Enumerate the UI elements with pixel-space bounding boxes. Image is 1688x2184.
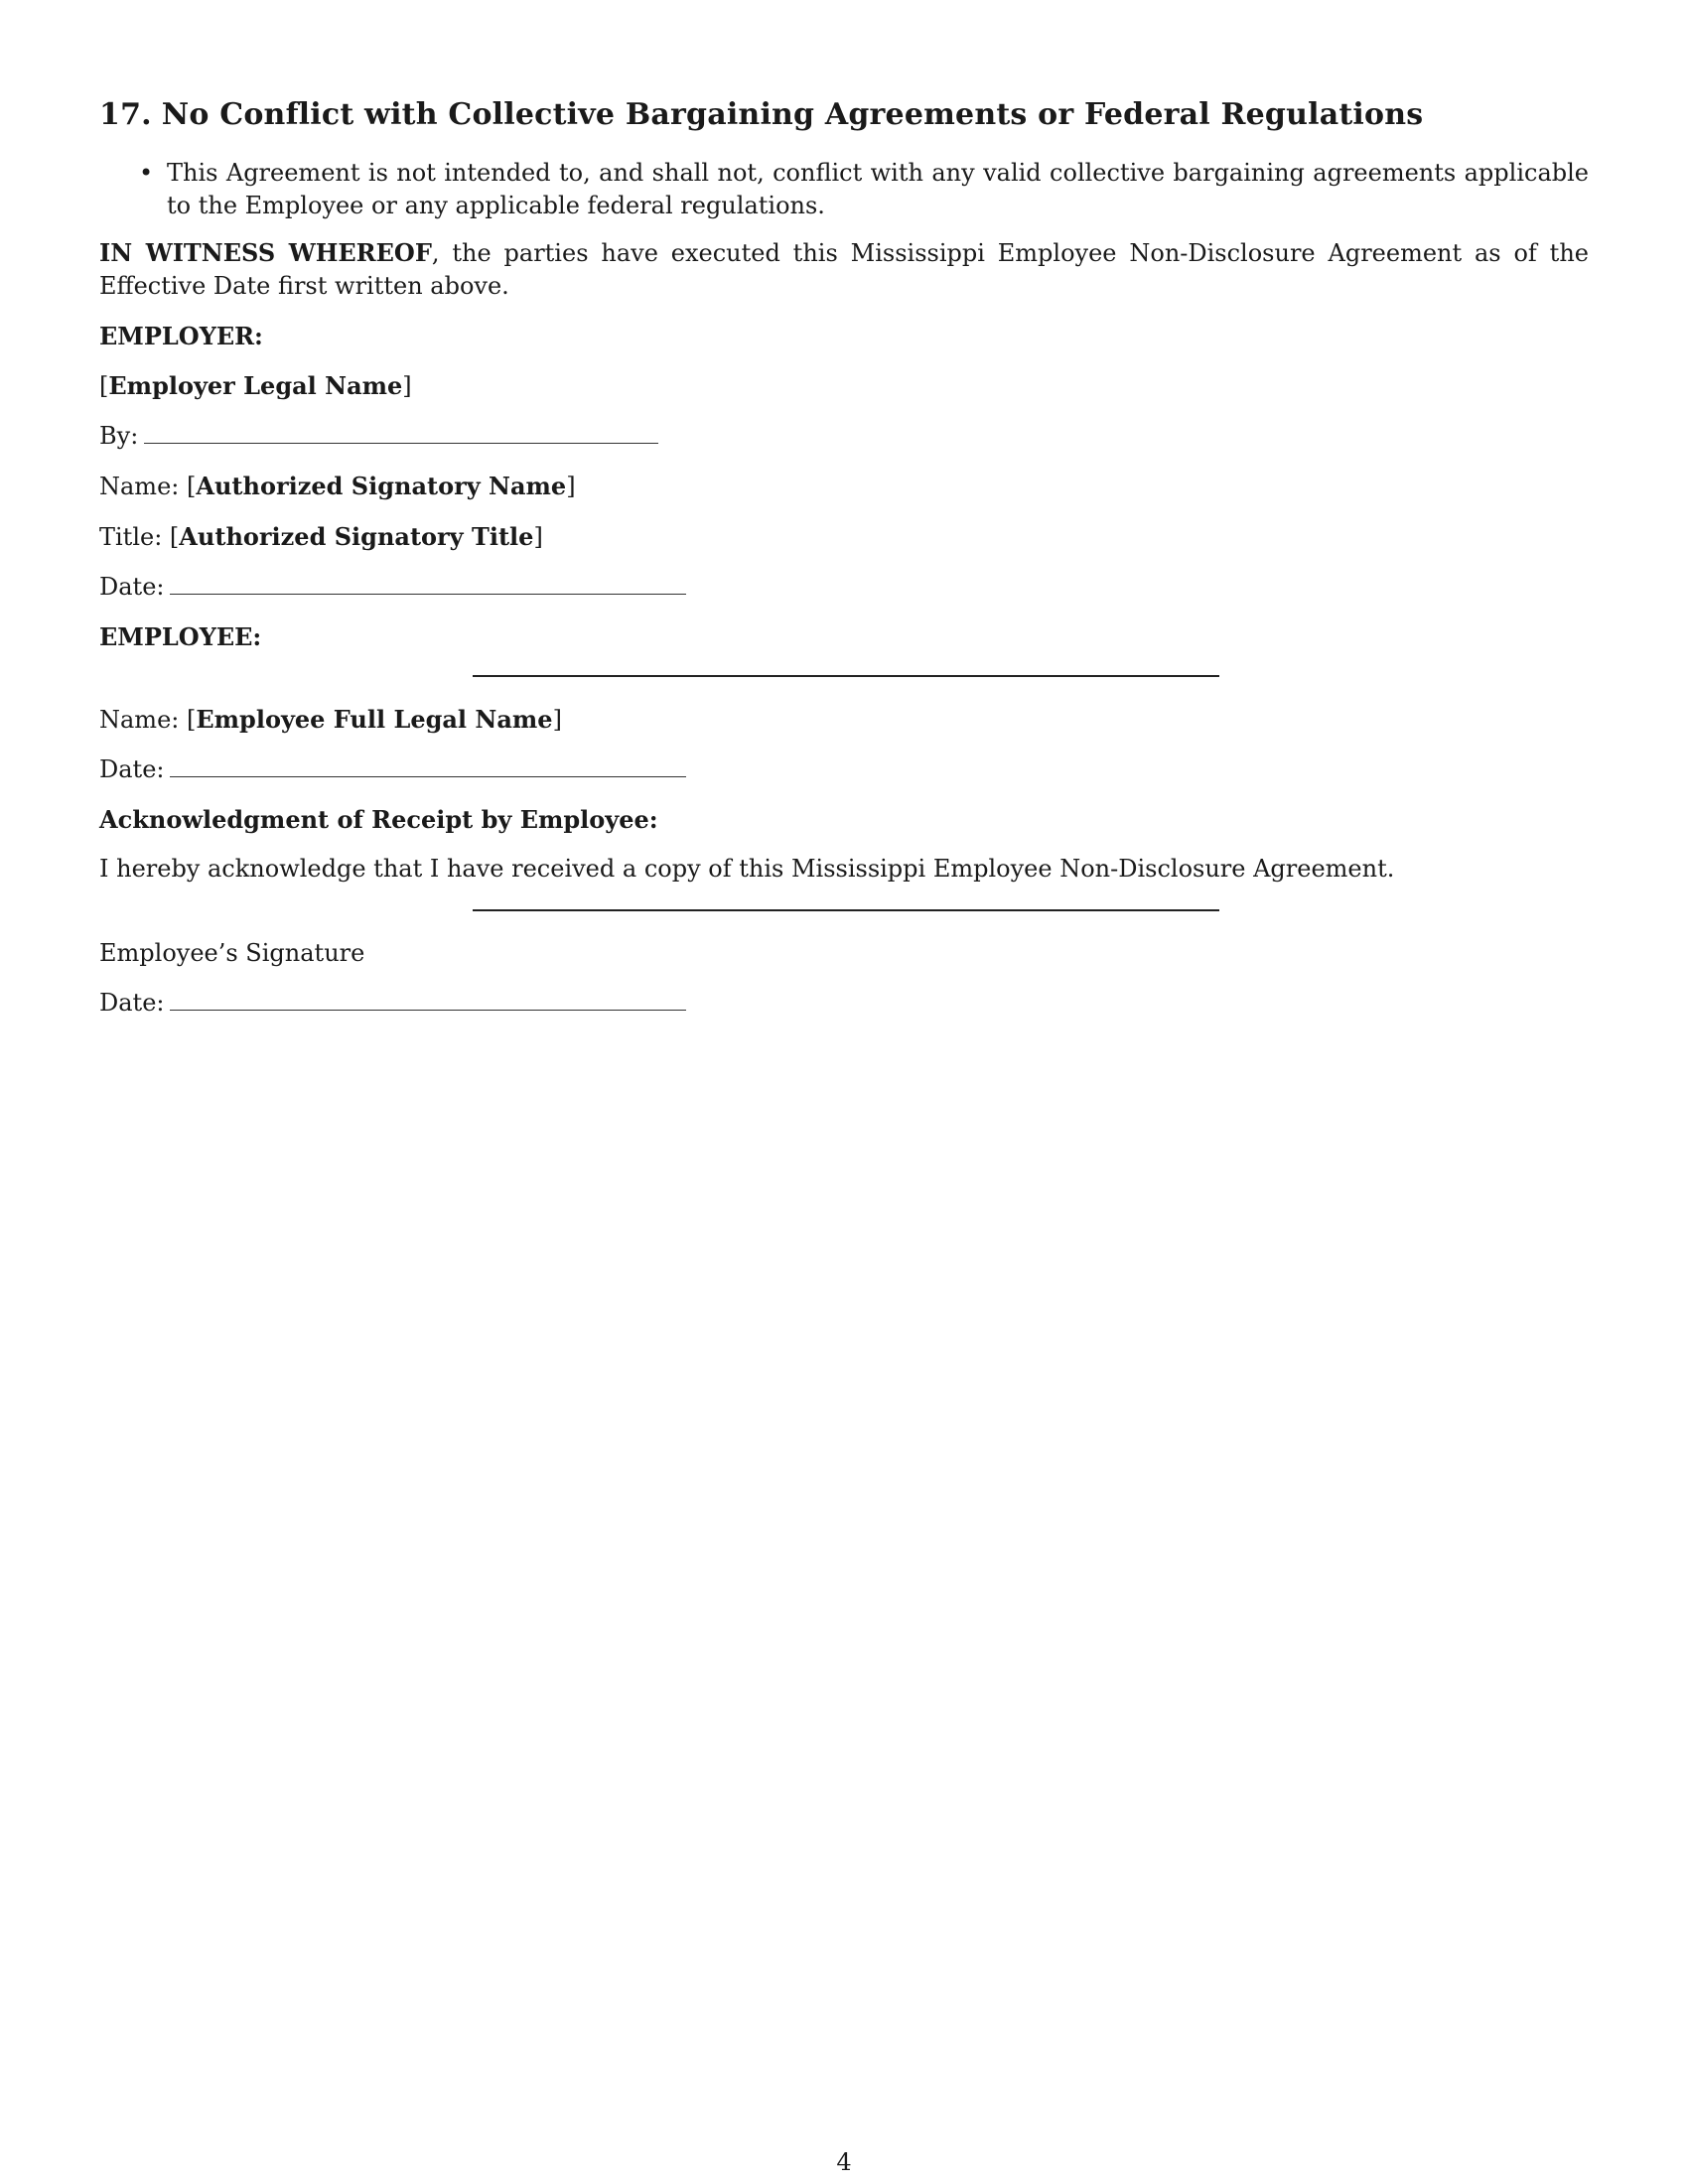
employer-name-label: Name:	[99, 473, 180, 500]
employer-signatory-name: Authorized Signatory Name	[196, 472, 567, 500]
employer-signatory-title: Authorized Signatory Title	[179, 522, 534, 551]
employee-date-line[interactable]	[170, 756, 686, 777]
witness-lead: IN WITNESS WHEREOF	[99, 238, 432, 267]
employer-by-label: By:	[99, 422, 139, 450]
employee-name-label: Name:	[99, 706, 180, 734]
employee-date-row	[99, 753, 1589, 786]
employer-date-line[interactable]	[170, 574, 686, 595]
acknowledgment-date-label: Date:	[99, 989, 165, 1017]
witness-paragraph	[99, 236, 1589, 303]
acknowledgment-date-line[interactable]	[170, 990, 686, 1011]
employee-name-row: Name: [Employee Full Legal Name]	[99, 705, 562, 734]
witness-text: , the parties have executed this Mississippi Employee Non-Disclosure Agreement as of the Effective Date first written above.	[99, 239, 1589, 300]
page-number: 4	[836, 2148, 852, 2176]
employer-signature-line[interactable]	[144, 423, 658, 444]
employer-date-row	[99, 571, 1589, 604]
employer-heading: EMPLOYER:	[99, 322, 263, 350]
employer-legal-name: Employer Legal Name	[108, 371, 403, 400]
acknowledgment-signature-line[interactable]	[473, 909, 1219, 911]
employer-title-row: Title: [Authorized Signatory Title]	[99, 522, 543, 551]
section-number: 17.	[99, 97, 152, 132]
employer-date-label: Date:	[99, 573, 165, 601]
employer-by-row	[99, 420, 1589, 453]
employer-title-label: Title:	[99, 523, 163, 551]
document-page	[99, 91, 1589, 1036]
employee-heading: EMPLOYEE:	[99, 622, 262, 651]
list-item	[139, 157, 1589, 222]
employee-signature-line[interactable]	[473, 675, 1219, 677]
employer-legal-name-row: [Employer Legal Name]	[99, 371, 412, 400]
section-title: No Conflict with Collective Bargaining Agreements or Federal Regulations	[161, 97, 1424, 132]
bullet-text: This Agreement is not intended to, and shall not, conflict with any valid collective bargaining agreements applicable to the Employee or any applicable federal regulations.	[167, 159, 1589, 219]
acknowledgment-heading: Acknowledgment of Receipt by Employee:	[99, 805, 658, 834]
employee-full-legal-name: Employee Full Legal Name	[196, 705, 553, 734]
employee-signature-label: Employee’s Signature	[99, 939, 365, 967]
bullet-icon: •	[139, 159, 154, 187]
employer-name-row: Name: [Authorized Signatory Name]	[99, 472, 576, 500]
acknowledgment-date-row	[99, 987, 1589, 1020]
section-bullet-list	[99, 157, 1589, 222]
section-heading	[99, 91, 1589, 139]
acknowledgment-text: I hereby acknowledge that I have received a copy of this Mississippi Employee Non-Disclosure Agreement.	[99, 855, 1395, 883]
employee-date-label: Date:	[99, 755, 165, 783]
